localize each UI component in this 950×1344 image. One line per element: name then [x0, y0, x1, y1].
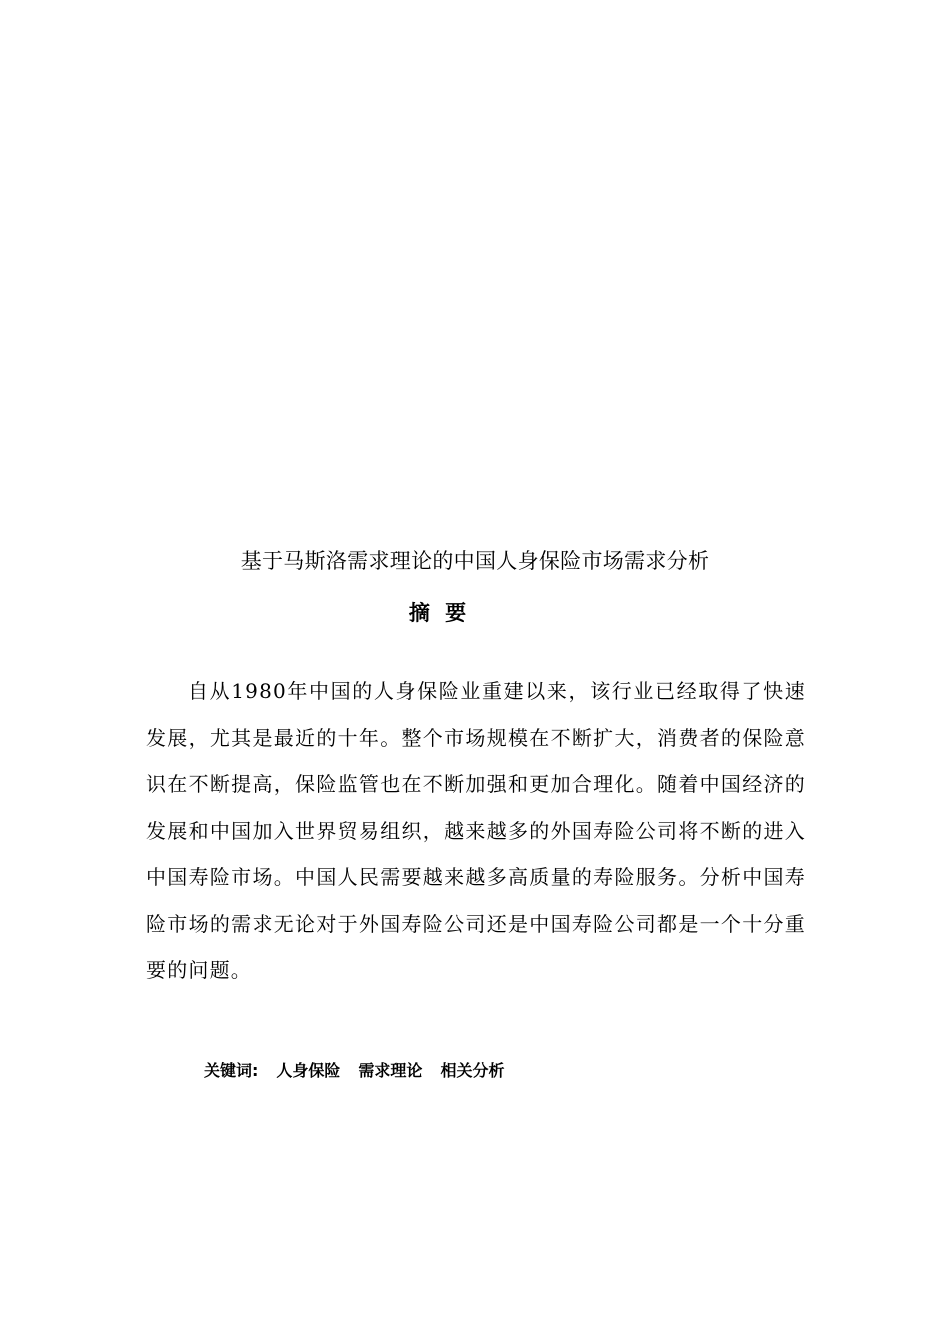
- keyword-item: 需求理论: [358, 1061, 423, 1080]
- keyword-item: 人身保险: [276, 1061, 341, 1080]
- keywords-label: 关键词:: [204, 1061, 259, 1080]
- abstract-body: 自从1980年中国的人身保险业重建以来，该行业已经取得了快速发展，尤其是最近的十年。整个市场规模在不断扩大，消费者的保险意识在不断提高，保险监管也在不断加强和更加合理化。随着中国经济的发展和中国加入世界贸易组织，越来越多的外国寿险公司将不断的进入中国寿险市场。中国人民需要越来越多高质量的寿险服务。分析中国寿险市场的需求无论对于外国寿险公司还是中国寿险公司都是一个十分重要的问题。: [146, 679, 806, 982]
- keyword-item: 相关分析: [440, 1061, 505, 1080]
- keywords-line: [204, 1058, 522, 1084]
- abstract-heading: 摘 要: [408, 601, 467, 625]
- page-title: 基于马斯洛需求理论的中国人身保险市场需求分析: [240, 549, 710, 573]
